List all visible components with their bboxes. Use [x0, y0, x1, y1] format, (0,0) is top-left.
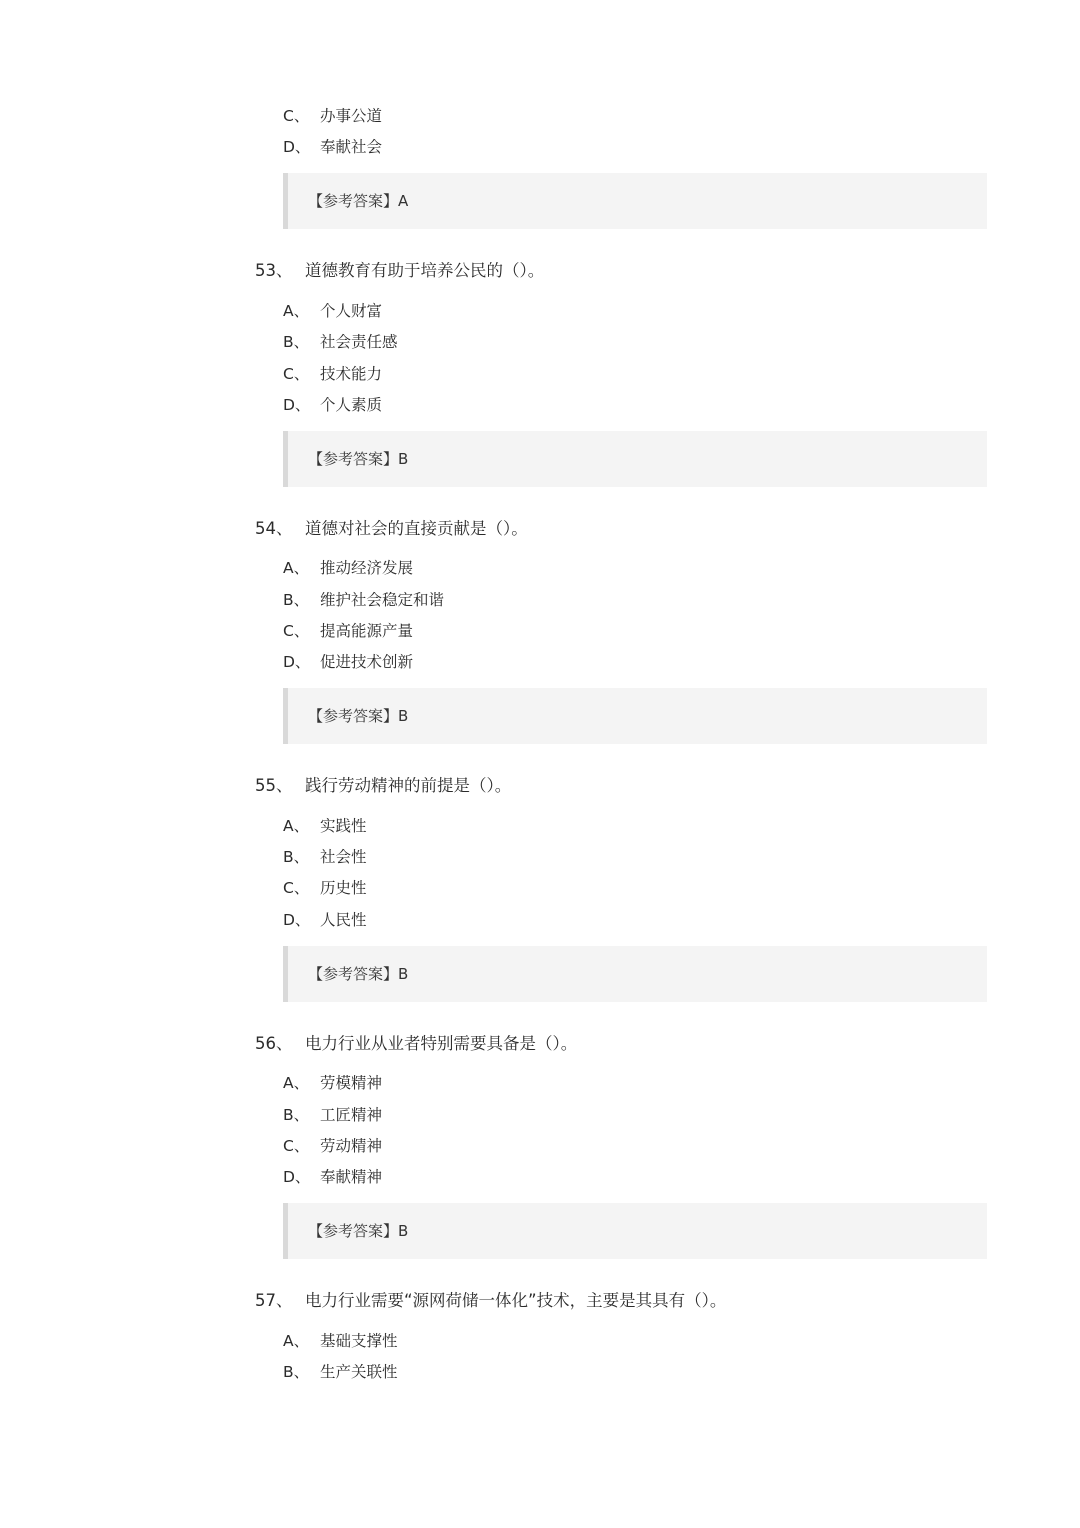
option-text: 社会性: [320, 848, 367, 866]
option-text: 奉献社会: [320, 138, 383, 156]
question-text: 电力行业从业者特别需要具备是（）。: [305, 1034, 578, 1053]
option-54-d: [283, 651, 413, 673]
option-55-d: [283, 909, 367, 931]
option-letter: B、: [283, 591, 310, 609]
option-56-d: [283, 1166, 382, 1188]
answer-text: 【参考答案】B: [308, 965, 409, 983]
option-text: 工匠精神: [320, 1106, 383, 1124]
option-text: 奉献精神: [320, 1168, 383, 1186]
option-letter: A、: [283, 302, 310, 320]
answer-box-54: [283, 688, 987, 744]
option-56-c: [283, 1135, 382, 1157]
answer-box-56: [283, 1203, 987, 1259]
option-letter: B、: [283, 1363, 310, 1381]
question-text: 践行劳动精神的前提是（）。: [305, 776, 512, 795]
option-text: 社会责任感: [320, 333, 398, 351]
answer-text: 【参考答案】A: [308, 192, 409, 210]
question-56: [255, 1032, 577, 1056]
option-54-c: [283, 620, 413, 642]
option-text: 人民性: [320, 911, 367, 929]
option-56-a: [283, 1072, 382, 1094]
option-letter: D、: [283, 653, 311, 671]
option-55-b: [283, 846, 367, 868]
option-54-b: [283, 589, 444, 611]
option-letter: C、: [283, 622, 310, 640]
answer-box-53: [283, 431, 987, 487]
question-number: 55、: [255, 776, 293, 795]
answer-box-prev: [283, 173, 987, 229]
option-letter: A、: [283, 817, 310, 835]
option-letter: D、: [283, 911, 311, 929]
option-text: 技术能力: [320, 365, 383, 383]
option-text: 劳动精神: [320, 1137, 383, 1155]
option-prev-d: [283, 136, 382, 158]
option-53-a: [283, 300, 382, 322]
option-53-d: [283, 394, 382, 416]
option-letter: A、: [283, 1074, 310, 1092]
option-letter: D、: [283, 1168, 311, 1186]
option-letter: D、: [283, 138, 311, 156]
option-text: 个人素质: [320, 396, 383, 414]
question-text: 电力行业需要“源网荷储一体化”技术，主要是其具有（）。: [305, 1291, 727, 1310]
option-56-b: [283, 1104, 382, 1126]
question-text: 道德教育有助于培养公民的（）。: [305, 261, 545, 280]
option-letter: A、: [283, 559, 310, 577]
question-number: 57、: [255, 1291, 293, 1310]
option-text: 历史性: [320, 879, 367, 897]
option-letter: B、: [283, 1106, 310, 1124]
option-letter: D、: [283, 396, 311, 414]
answer-text: 【参考答案】B: [308, 450, 409, 468]
option-57-a: [283, 1330, 398, 1352]
option-letter: A、: [283, 1332, 310, 1350]
option-55-c: [283, 877, 367, 899]
option-text: 提高能源产量: [320, 622, 414, 640]
answer-box-55: [283, 946, 987, 1002]
answer-text: 【参考答案】B: [308, 1222, 409, 1240]
option-text: 实践性: [320, 817, 367, 835]
option-text: 个人财富: [320, 302, 383, 320]
option-text: 生产关联性: [320, 1363, 398, 1381]
question-number: 56、: [255, 1034, 293, 1053]
option-text: 基础支撑性: [320, 1332, 398, 1350]
option-prev-c: [283, 105, 382, 127]
option-letter: C、: [283, 1137, 310, 1155]
option-letter: C、: [283, 365, 310, 383]
option-53-c: [283, 363, 382, 385]
option-text: 促进技术创新: [320, 653, 414, 671]
question-number: 53、: [255, 261, 293, 280]
question-54: [255, 517, 528, 541]
option-text: 维护社会稳定和谐: [320, 591, 445, 609]
option-letter: B、: [283, 333, 310, 351]
option-letter: C、: [283, 107, 310, 125]
question-53: [255, 259, 544, 283]
question-number: 54、: [255, 519, 293, 538]
option-text: 劳模精神: [320, 1074, 383, 1092]
option-55-a: [283, 815, 367, 837]
option-54-a: [283, 557, 413, 579]
option-text: 推动经济发展: [320, 559, 414, 577]
question-57: [255, 1289, 726, 1313]
option-53-b: [283, 331, 398, 353]
option-letter: B、: [283, 848, 310, 866]
question-55: [255, 774, 511, 798]
question-text: 道德对社会的直接贡献是（）。: [305, 519, 528, 538]
option-text: 办事公道: [320, 107, 383, 125]
option-letter: C、: [283, 879, 310, 897]
answer-text: 【参考答案】B: [308, 707, 409, 725]
option-57-b: [283, 1361, 398, 1383]
